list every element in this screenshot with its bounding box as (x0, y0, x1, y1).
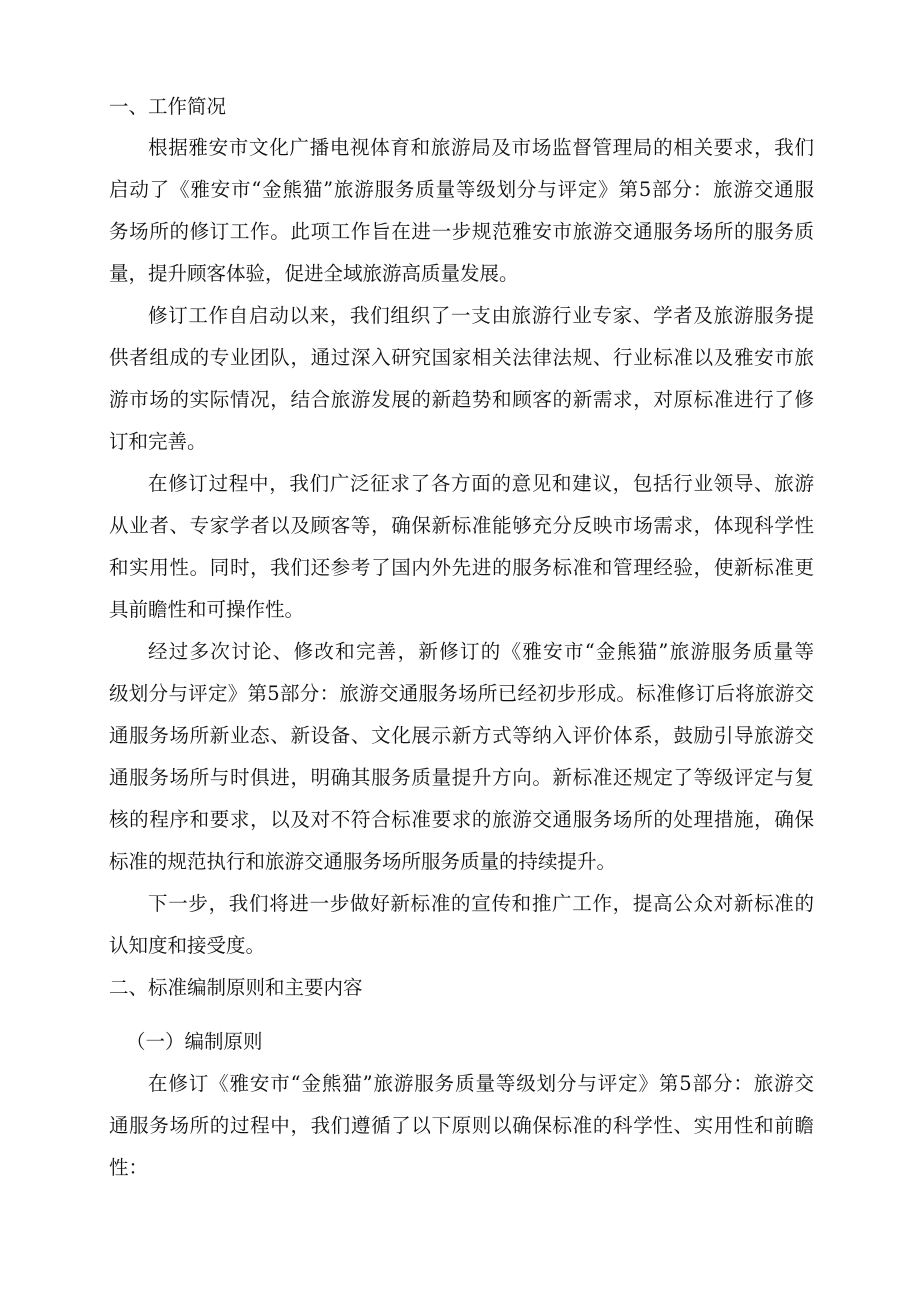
paragraph-line: 通服务场所的过程中，我们遵循了以下原则以确保标准的科学性、实用性和前瞻 (109, 1114, 814, 1137)
paragraph-line: 启动了《雅安市“金熊猫”旅游服务质量等级划分与评定》第5部分：旅游交通服 (109, 178, 814, 201)
subsection-heading-1: （一）编制原则 (126, 1030, 263, 1053)
paragraph-line: 游市场的实际情况，结合旅游发展的新趋势和顾客的新需求，对原标准进行了修 (109, 388, 814, 411)
section-heading-1: 一、工作简况 (109, 95, 227, 118)
section-heading-2: 二、标准编制原则和主要内容 (109, 976, 363, 999)
paragraph-line: 和实用性。同时，我们还参考了国内外先进的服务标准和管理经验，使新标准更 (109, 556, 814, 579)
paragraph-line: 从业者、专家学者以及顾客等，确保新标准能够充分反映市场需求，体现科学性 (109, 514, 814, 537)
paragraph-line: 务场所的修订工作。此项工作旨在进一步规范雅安市旅游交通服务场所的服务质 (109, 220, 814, 243)
paragraph-line: 量，提升顾客体验，促进全域旅游高质量发展。 (109, 262, 519, 285)
paragraph-line: 认知度和接受度。 (109, 934, 266, 957)
paragraph-line: 下一步，我们将进一步做好新标准的宣传和推广工作，提高公众对新标准的 (148, 892, 814, 915)
paragraph-line: 修订工作自启动以来，我们组织了一支由旅游行业专家、学者及旅游服务提 (148, 304, 814, 327)
paragraph-line: 经过多次讨论、修改和完善，新修订的《雅安市“金熊猫”旅游服务质量等 (148, 640, 814, 663)
paragraph-line: 订和完善。 (109, 430, 207, 453)
paragraph-line: 具前瞻性和可操作性。 (109, 598, 305, 621)
paragraph-line: 根据雅安市文化广播电视体育和旅游局及市场监督管理局的相关要求，我们 (148, 136, 814, 159)
paragraph-line: 核的程序和要求，以及对不符合标准要求的旅游交通服务场所的处理措施，确保 (109, 808, 814, 831)
paragraph-line: 通服务场所新业态、新设备、文化展示新方式等纳入评价体系，鼓励引导旅游交 (109, 724, 814, 747)
paragraph-line: 在修订《雅安市“金熊猫”旅游服务质量等级划分与评定》第5部分：旅游交 (148, 1072, 814, 1095)
paragraph-line: 标准的规范执行和旅游交通服务场所服务质量的持续提升。 (109, 850, 617, 873)
paragraph-line: 性： (109, 1156, 149, 1179)
paragraph-line: 通服务场所与时俱进，明确其服务质量提升方向。新标准还规定了等级评定与复 (109, 766, 814, 789)
paragraph-line: 级划分与评定》第5部分：旅游交通服务场所已经初步形成。标准修订后将旅游交 (109, 682, 814, 705)
paragraph-line: 在修订过程中，我们广泛征求了各方面的意见和建议，包括行业领导、旅游 (148, 472, 814, 495)
paragraph-line: 供者组成的专业团队，通过深入研究国家相关法律法规、行业标准以及雅安市旅 (109, 346, 814, 369)
